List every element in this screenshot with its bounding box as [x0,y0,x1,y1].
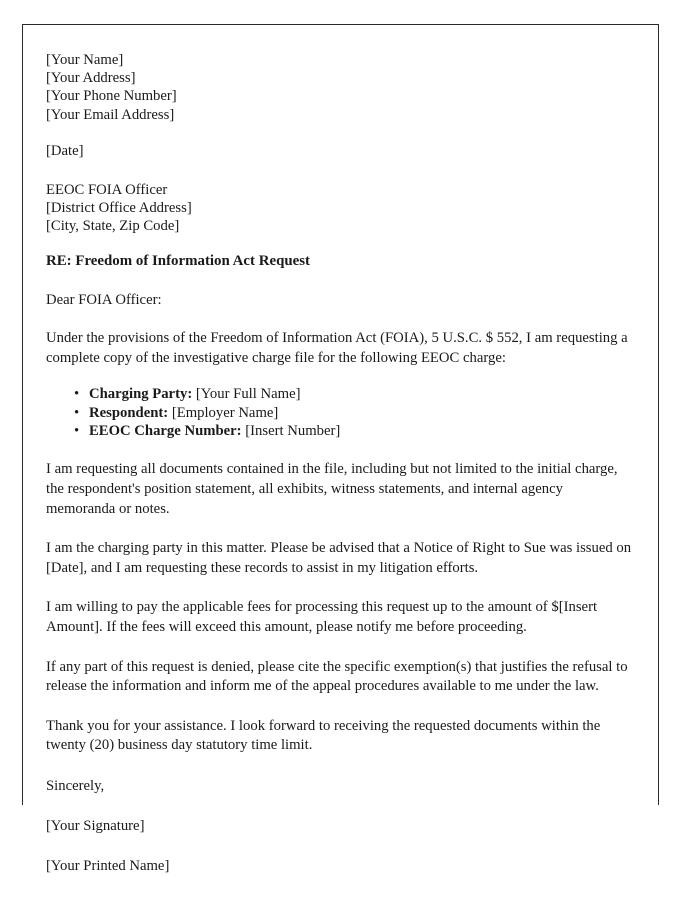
respondent-value: [Employer Name] [171,404,279,421]
respondent-label: Respondent: [89,404,169,421]
list-item [89,385,634,403]
recipient-office: EEOC FOIA Officer [46,182,168,199]
paragraph-denial-exemptions: If any part of this request is denied, please cite the specific exemption(s) that justifies the refusal to release the information and inform me of the appeal procedures available to me under the law. [46,658,628,695]
date-line: [Date] [46,142,84,159]
charge-number-label: EEOC Charge Number: [89,423,242,440]
sender-phone: [Your Phone Number] [46,88,177,105]
sender-name: [Your Name] [46,52,124,68]
list-item [89,404,634,422]
charging-party-label: Charging Party: [89,386,193,403]
charge-details-list [46,385,634,440]
sender-email: [Your Email Address] [46,106,175,123]
list-item [89,422,634,440]
paragraph-fee-agreement: I am willing to pay the applicable fees for processing this request up to the amount of $[Insert Amount]. If the fees will exceed this amount, please notify me before proceeding. [46,599,598,635]
recipient-city-state-zip: [City, State, Zip Code] [46,218,180,235]
paragraph-documents-requested: I am requesting all documents contained in the file, including but not limited to the initial charge, the respondent's position statement, all exhibits, witness statements, and internal agency memoranda or notes. [46,461,618,517]
paragraph-closing-thanks: Thank you for your assistance. I look forward to receiving the requested documents within the twenty (20) business day statutory time limit. [46,717,601,754]
spacer-after-date [46,160,634,181]
paragraph-charging-party-status: I am the charging party in this matter. Please be advised that a Notice of Right to Sue was issued on [Date], and I am requesting these records to assist in my litigation efforts. [46,540,632,576]
charge-number-value: [Insert Number] [245,423,341,440]
recipient-address-block [46,181,634,236]
closing-salutation: Sincerely, [46,777,105,794]
subject-line: RE: Freedom of Information Act Request [46,252,310,269]
sender-address: [Your Address] [46,70,136,87]
charging-party-value: [Your Full Name] [195,386,301,403]
salutation: Dear FOIA Officer: [46,291,162,308]
signature-placeholder: [Your Signature] [46,818,145,835]
spacer-after-sender [46,124,634,142]
opening-paragraph: Under the provisions of the Freedom of Information Act (FOIA), 5 U.S.C. $ 552, I am requesting a complete copy of the investigative charge file for the following EEOC charge: [46,330,628,366]
sender-address-block [46,51,634,124]
printed-name-placeholder: [Your Printed Name] [46,858,170,875]
recipient-address: [District Office Address] [46,200,192,217]
document-page [22,24,659,875]
letter-body [23,25,658,875]
